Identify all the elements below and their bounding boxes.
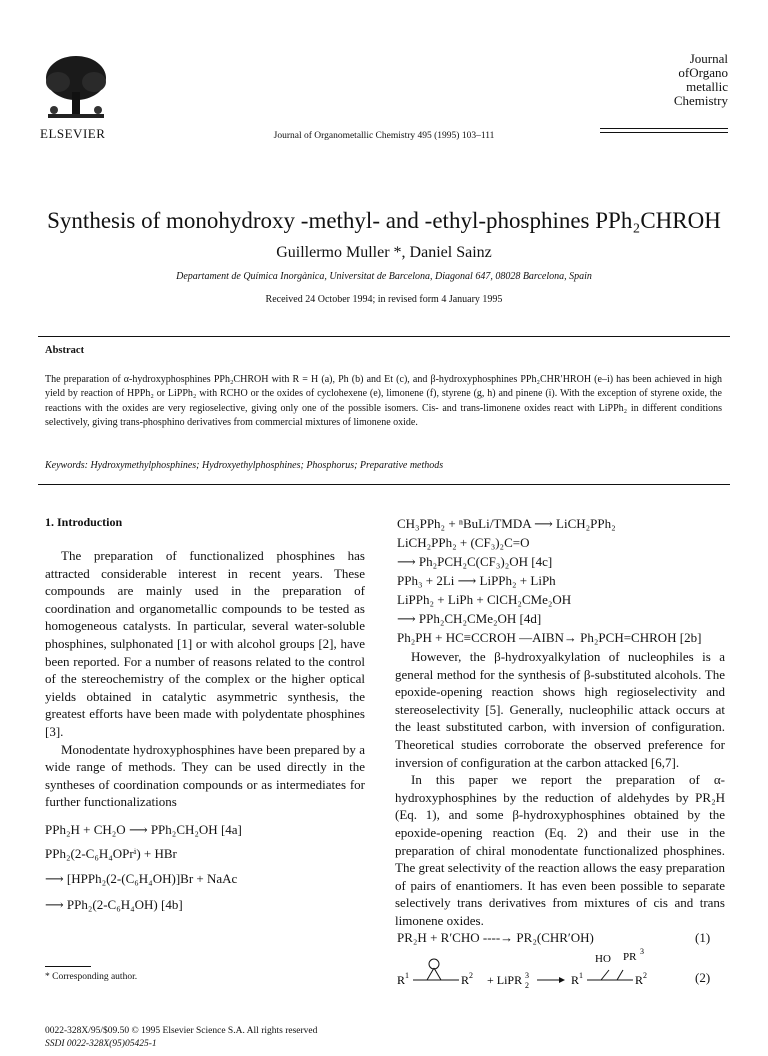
equation-4b-line3: ⟶ PPh₂(2-C₆H₄OH) [4b] xyxy=(45,896,183,912)
header-rule-thin xyxy=(600,132,728,133)
journal-logo-line: Chemistry xyxy=(673,93,728,108)
svg-text:2: 2 xyxy=(643,971,647,980)
journal-logo-line: Journal xyxy=(689,51,728,66)
publisher-name: ELSEVIER xyxy=(40,126,106,141)
svg-text:R: R xyxy=(397,973,406,987)
journal-citation: Journal of Organometallic Chemistry 495 (1995) 103–111 xyxy=(273,131,495,141)
equation-2-number: (2) xyxy=(695,970,711,985)
svg-text:3: 3 xyxy=(640,948,644,956)
equation-line: PPh₃ + 2Li ⟶ LiPPh₂ + LiPh xyxy=(397,573,556,588)
equation-line: Ph₂PH + HC≡CCROH —AIBN→ Ph₂PCH=CHROH [2b] xyxy=(397,630,702,645)
right-column xyxy=(395,648,725,930)
equation-1-number: (1) xyxy=(695,930,711,945)
right-equations xyxy=(397,514,727,647)
header-rule xyxy=(600,128,728,129)
equation-4b-line2: ⟶ [HPPh₂(2-(C₆H₄OH)]Br + NaAc xyxy=(45,871,238,887)
svg-text:R: R xyxy=(461,973,470,987)
svg-text:3: 3 xyxy=(525,971,529,980)
section-heading: 1. Introduction xyxy=(45,515,123,529)
svg-text:2: 2 xyxy=(525,981,529,990)
journal-logo-line: metallic xyxy=(686,79,728,94)
footnote: * Corresponding author. xyxy=(45,972,138,982)
intro-paragraph-4: In this paper we report the preparation of α-hydroxyphosphines by the reduction of aldehydes by PR₂H (Eq. 1), and some β-hydroxyphosphines obtained by the epoxide-opening reaction (Eq. 2) and their use in the preparation of chiral monodentate functionalized phosphines. The great selectivity of the reaction allows the easy preparation of pairs of enantiomers. It has even been possible to separate selectively trans derivatives from mixtures of cis and trans limonene oxides. xyxy=(395,772,725,928)
equation-4b-line1: PPh₂(2-C₆H₄OPrⁱ) + HBr xyxy=(45,845,177,861)
left-column xyxy=(45,547,365,913)
equation-1: PR₂H + R′CHO ----→ PR₂(CHR′OH) xyxy=(397,930,594,945)
equation-4a: PPh₂H + CH₂O ⟶ PPh₂CH₂OH [4a] xyxy=(45,821,242,837)
author-affiliation: Departament de Química Inorgànica, Universitat de Barcelona, Diagonal 647, 08028 Barcelona, Spain xyxy=(176,271,592,282)
equation-line: ⟶ PPh₂CH₂CMe₂OH [4d] xyxy=(397,611,542,626)
intro-paragraph-3: However, the β-hydroxyalkylation of nucleophiles is a general method for the synthesis of β-substituted alcohols. The epoxide-opening reaction shows high regioselectivity and stereoselectivity [5]. Generally, nucleophilic attack occurs at the least substituted carbon, with inversion of configuration. Theoretical studies corroborate the observed preference for inversion of configuration at the carbon attacked [6,7]. xyxy=(395,649,725,770)
journal-logo-line: ofOrgano xyxy=(678,65,728,80)
abstract-top-rule xyxy=(38,336,730,337)
svg-text:+ LiPR: + LiPR xyxy=(487,973,523,987)
intro-paragraph-1: The preparation of functionalized phosphines has attracted considerable interest in recent years. These compounds are mainly used in the preparation of coordination and organometallic compounds to be tested as homogeneous catalysts. In particular, several water-soluble phosphines, sulphonated [1] or with alcohol groups [2], have been reported. For a number of reasons related to the control of the stereochemistry of the complex or the higher optical yields obtained in catalytic asymmetric synthesis, the greatest efforts have been made with polydentate phosphines [3]. xyxy=(45,548,365,739)
svg-text:2: 2 xyxy=(469,971,473,980)
svg-text:1: 1 xyxy=(579,971,583,980)
article-title: Synthesis of monohydroxy -methyl- and -ethyl-phosphines PPh₂CHROH xyxy=(47,208,721,233)
equation-line: ⟶ Ph₂PCH₂C(CF₃)₂OH [4c] xyxy=(397,554,553,569)
received-dates: Received 24 October 1994; in revised form 4 January 1995 xyxy=(265,294,503,305)
svg-text:1: 1 xyxy=(405,971,409,980)
svg-text:PR: PR xyxy=(623,951,637,963)
equation-line: CH₃PPh₂ + ⁿBuLi/TMDA ⟶ LiCH₂PPh₂ xyxy=(397,516,616,531)
elsevier-tree-logo xyxy=(40,52,112,124)
abstract-text: The preparation of α-hydroxyphosphines PPh₂CHROH with R = H (a), Ph (b) and Et (c), and β-hydroxyphosphines PPh₂CHR′HROH (e–i) has been achieved in high yield by reaction of HPPh₂ or LiPPh₂ with RCHO or the oxides of cyclohexene (e), limonene (f), styrene (g, h) and pinene (i). With the exception of styrene oxide, the reactions with the oxides are very regioselective, giving only one of the possible isomers. Cis- and trans-limonene oxides react with LiPPh₂ in different conditions selectively, giving trans-phosphino derivatives from commercial mixtures of limonene oxide. xyxy=(45,374,722,429)
copyright-line: 0022-328X/95/$09.50 © 1995 Elsevier Science S.A. All rights reserved xyxy=(45,1026,318,1036)
svg-text:R: R xyxy=(571,973,580,987)
equation-line: LiCH₂PPh₂ + (CF₃)₂C=O xyxy=(397,535,530,550)
intro-paragraph-2: Monodentate hydroxyphosphines have been prepared by a wide range of methods. They can be used directly in the syntheses of coordination compounds or as intermediates for further functionalizations xyxy=(45,741,365,810)
svg-text:R: R xyxy=(635,973,644,987)
svg-text:HO: HO xyxy=(595,953,611,965)
equation-2-epoxide-scheme xyxy=(397,948,697,990)
article-authors: Guillermo Muller *, Daniel Sainz xyxy=(276,244,492,261)
journal-logo xyxy=(618,52,728,108)
keywords: Keywords: Hydroxymethylphosphines; Hydroxyethylphosphines; Phosphorus; Preparative methods xyxy=(45,460,444,471)
copyright-footer xyxy=(45,1025,317,1051)
abstract-heading: Abstract xyxy=(45,345,85,356)
equation-line: LiPPh₂ + LiPh + ClCH₂CMe₂OH xyxy=(397,592,572,607)
footnote-rule xyxy=(45,966,91,967)
abstract-bottom-rule xyxy=(38,484,730,485)
ssdi-line: SSDI 0022-328X(95)05425-1 xyxy=(45,1039,157,1049)
